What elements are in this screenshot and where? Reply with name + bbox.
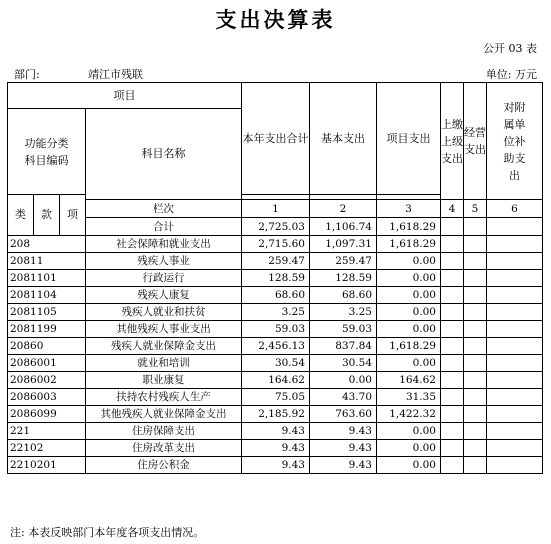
row-name: 住房保障支出 — [86, 423, 242, 440]
col-4-number: 4 — [441, 200, 464, 218]
table-row — [8, 304, 543, 321]
row-operating — [464, 236, 487, 253]
table-row — [8, 338, 543, 355]
row-code: 20811 — [8, 253, 86, 270]
xiang-header: 项 — [60, 195, 86, 236]
row-total: 2,715.60 — [242, 236, 310, 253]
row-operating — [464, 355, 487, 372]
row-subsidy — [487, 253, 543, 270]
row-subsidy — [487, 304, 543, 321]
expenditure-table — [7, 82, 543, 474]
row-name: 社会保障和就业支出 — [86, 236, 242, 253]
row-basic: 1,097.31 — [310, 236, 377, 253]
row-name: 职业康复 — [86, 372, 242, 389]
operating-header: 经营支出 — [464, 83, 487, 200]
row-project: 0.00 — [377, 304, 441, 321]
row-code: 208 — [8, 236, 86, 253]
project-exp-header: 项目支出 — [377, 83, 441, 195]
row-upper — [441, 338, 464, 355]
row-upper — [441, 406, 464, 423]
row-subsidy — [487, 423, 543, 440]
upper-header: 上缴上级支出 — [441, 83, 464, 200]
sum-label: 合计 — [86, 218, 242, 236]
row-upper — [441, 372, 464, 389]
sum-basic: 1,106.74 — [310, 218, 377, 236]
row-name: 残疾人就业保障金支出 — [86, 338, 242, 355]
row-project: 164.62 — [377, 372, 441, 389]
table-row — [8, 457, 543, 474]
table-row — [8, 287, 543, 304]
table-row — [8, 372, 543, 389]
col-6-number: 6 — [487, 200, 543, 218]
lei-header: 类 — [8, 195, 34, 236]
row-basic: 30.54 — [310, 355, 377, 372]
row-operating — [464, 338, 487, 355]
row-code: 2086003 — [8, 389, 86, 406]
row-upper — [441, 423, 464, 440]
row-basic: 128.59 — [310, 270, 377, 287]
row-code: 2210201 — [8, 457, 86, 474]
row-project: 0.00 — [377, 457, 441, 474]
row-operating — [464, 457, 487, 474]
table-row — [8, 270, 543, 287]
row-code: 2086001 — [8, 355, 86, 372]
row-subsidy — [487, 372, 543, 389]
row-code: 22102 — [8, 440, 86, 457]
page-title: 支出决算表 — [215, 7, 336, 32]
row-upper — [441, 270, 464, 287]
col-3-number: 3 — [377, 200, 441, 218]
row-upper — [441, 236, 464, 253]
row-name: 住房公积金 — [86, 457, 242, 474]
row-name: 残疾人康复 — [86, 287, 242, 304]
row-operating — [464, 440, 487, 457]
footnote: 注: 本表反映部门本年度各项支出情况。 — [10, 526, 205, 539]
subsidy-header: 对附属单位补助支出 — [487, 83, 543, 200]
row-subsidy — [487, 355, 543, 372]
table-row — [8, 321, 543, 338]
row-operating — [464, 406, 487, 423]
row-upper — [441, 457, 464, 474]
row-total: 59.03 — [242, 321, 310, 338]
table-row — [8, 236, 543, 253]
row-total: 68.60 — [242, 287, 310, 304]
row-subsidy — [487, 321, 543, 338]
row-upper — [441, 389, 464, 406]
department-value: 靖江市残联 — [88, 68, 143, 81]
row-name: 残疾人事业 — [86, 253, 242, 270]
row-operating — [464, 304, 487, 321]
func-code-header: 功能分类科目编码 — [8, 109, 86, 195]
kuan-header: 款 — [34, 195, 60, 236]
row-project: 0.00 — [377, 423, 441, 440]
project-header: 项目 — [8, 83, 242, 109]
row-project: 0.00 — [377, 440, 441, 457]
row-basic: 259.47 — [310, 253, 377, 270]
row-code: 2081199 — [8, 321, 86, 338]
row-code: 2081104 — [8, 287, 86, 304]
unit-label: 单位: 万元 — [485, 68, 537, 81]
row-subsidy — [487, 287, 543, 304]
row-project: 0.00 — [377, 253, 441, 270]
table-row — [8, 423, 543, 440]
row-code: 2086002 — [8, 372, 86, 389]
row-upper — [441, 253, 464, 270]
row-project: 0.00 — [377, 287, 441, 304]
row-total: 2,456.13 — [242, 338, 310, 355]
form-number: 公开 03 表 — [483, 42, 537, 55]
table-row — [8, 253, 543, 270]
row-project: 1,618.29 — [377, 236, 441, 253]
sum-subsidy — [487, 218, 543, 236]
row-code: 221 — [8, 423, 86, 440]
row-subsidy — [487, 457, 543, 474]
row-total: 9.43 — [242, 440, 310, 457]
row-name: 其他残疾人事业支出 — [86, 321, 242, 338]
row-total: 259.47 — [242, 253, 310, 270]
row-name: 行政运行 — [86, 270, 242, 287]
row-basic: 0.00 — [310, 372, 377, 389]
row-upper — [441, 287, 464, 304]
row-upper — [441, 440, 464, 457]
row-subsidy — [487, 236, 543, 253]
row-operating — [464, 321, 487, 338]
row-project: 1,422.32 — [377, 406, 441, 423]
row-basic: 9.43 — [310, 423, 377, 440]
row-upper — [441, 304, 464, 321]
row-name: 扶持农村残疾人生产 — [86, 389, 242, 406]
row-name: 残疾人就业和扶贫 — [86, 304, 242, 321]
subject-name-header: 科目名称 — [86, 109, 242, 200]
row-project: 31.35 — [377, 389, 441, 406]
row-basic: 59.03 — [310, 321, 377, 338]
row-name: 其他残疾人就业保障金支出 — [86, 406, 242, 423]
row-basic: 9.43 — [310, 440, 377, 457]
sum-operating — [464, 218, 487, 236]
table-row — [8, 440, 543, 457]
table-row — [8, 389, 543, 406]
row-basic: 837.84 — [310, 338, 377, 355]
row-total: 9.43 — [242, 423, 310, 440]
row-total: 3.25 — [242, 304, 310, 321]
row-total: 9.43 — [242, 457, 310, 474]
row-total: 30.54 — [242, 355, 310, 372]
row-code: 20860 — [8, 338, 86, 355]
row-project: 0.00 — [377, 321, 441, 338]
row-operating — [464, 270, 487, 287]
row-code: 2086099 — [8, 406, 86, 423]
row-basic: 68.60 — [310, 287, 377, 304]
row-operating — [464, 372, 487, 389]
department-label: 部门: — [14, 68, 40, 81]
row-subsidy — [487, 406, 543, 423]
row-upper — [441, 321, 464, 338]
sum-upper — [441, 218, 464, 236]
row-subsidy — [487, 338, 543, 355]
table-row — [8, 406, 543, 423]
sum-project: 1,618.29 — [377, 218, 441, 236]
col-5-number: 5 — [464, 200, 487, 218]
row-total: 164.62 — [242, 372, 310, 389]
row-subsidy — [487, 270, 543, 287]
row-project: 0.00 — [377, 270, 441, 287]
row-total: 2,185.92 — [242, 406, 310, 423]
row-basic: 9.43 — [310, 457, 377, 474]
total-header: 本年支出合计 — [242, 83, 310, 195]
row-project: 0.00 — [377, 355, 441, 372]
row-operating — [464, 423, 487, 440]
col-2-number: 2 — [310, 200, 377, 218]
row-total: 128.59 — [242, 270, 310, 287]
lanci-label: 栏次 — [86, 200, 242, 218]
row-code: 2081101 — [8, 270, 86, 287]
row-total: 75.05 — [242, 389, 310, 406]
row-basic: 3.25 — [310, 304, 377, 321]
row-subsidy — [487, 440, 543, 457]
row-name: 就业和培训 — [86, 355, 242, 372]
row-basic: 43.70 — [310, 389, 377, 406]
basic-header: 基本支出 — [310, 83, 377, 195]
row-operating — [464, 287, 487, 304]
row-code: 2081105 — [8, 304, 86, 321]
row-name: 住房改革支出 — [86, 440, 242, 457]
row-basic: 763.60 — [310, 406, 377, 423]
row-operating — [464, 253, 487, 270]
row-subsidy — [487, 389, 543, 406]
col-1-number: 1 — [242, 200, 310, 218]
row-operating — [464, 389, 487, 406]
row-upper — [441, 355, 464, 372]
row-project: 1,618.29 — [377, 338, 441, 355]
table-row — [8, 355, 543, 372]
sum-total: 2,725.03 — [242, 218, 310, 236]
